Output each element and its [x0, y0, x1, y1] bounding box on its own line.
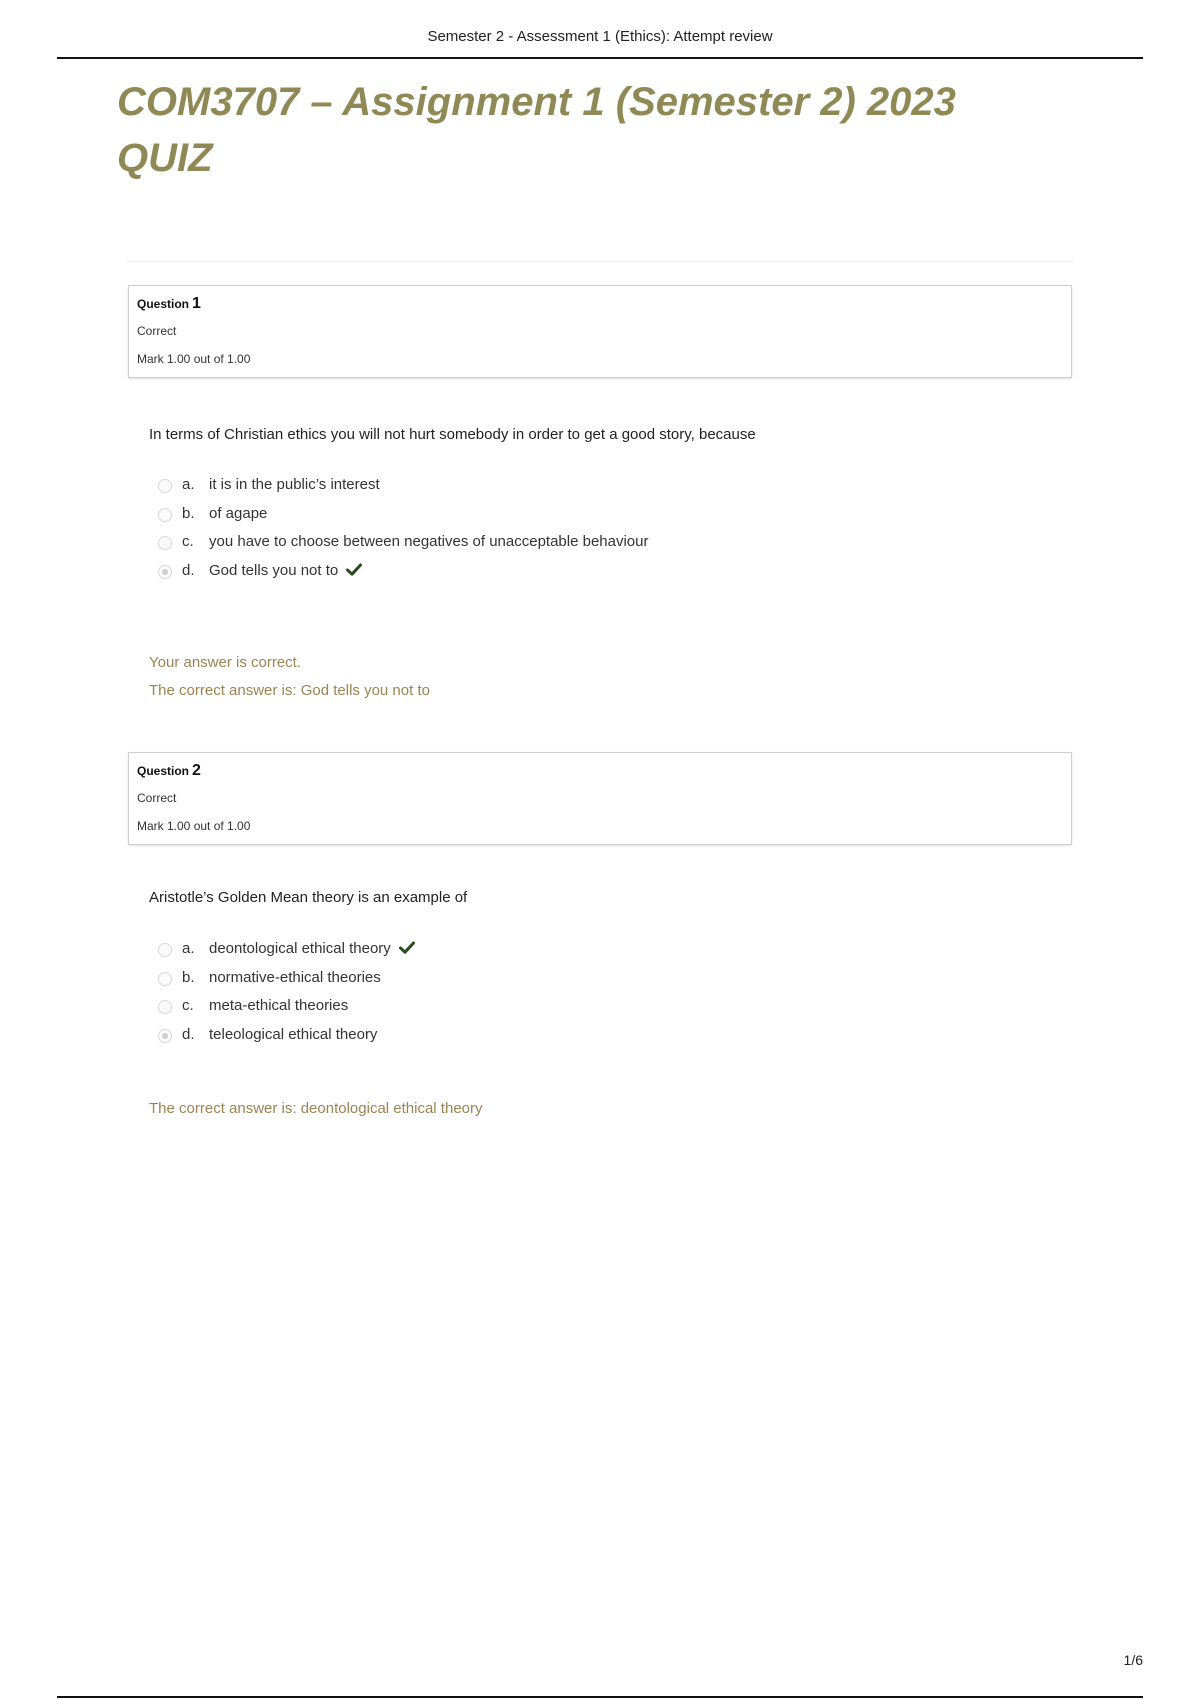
question-2-mark: Mark 1.00 out of 1.00 — [137, 819, 251, 833]
page-header — [57, 0, 1143, 59]
question-2-radio-a[interactable] — [158, 943, 172, 957]
question-1-feedback-correct-answer: The correct answer is: God tells you not to — [149, 682, 430, 699]
answer-text-with-check — [209, 940, 415, 957]
question-1-radio-a[interactable] — [158, 479, 172, 493]
answer-letter: d. — [182, 561, 195, 579]
document-title — [117, 74, 1017, 186]
answer-letter: b. — [182, 504, 195, 522]
page-number: 1/6 — [1123, 1652, 1143, 1668]
question-1-feedback-result: Your answer is correct. — [149, 654, 302, 671]
answer-letter: c. — [182, 533, 194, 550]
checkmark-icon — [346, 563, 362, 576]
page-header-title: Semester 2 - Assessment 1 (Ethics): Attempt review — [427, 28, 773, 45]
question-1-number: 1 — [192, 295, 201, 312]
answer-letter: a. — [182, 940, 195, 957]
document-title-line-1: COM3707 – Assignment 1 (Semester 2) 2023 — [117, 80, 956, 124]
question-2-text: Aristotle’s Golden Mean theory is an example of — [149, 889, 468, 906]
answer-text: teleological ethical theory — [209, 1025, 378, 1043]
question-2-label-text: Question — [137, 764, 190, 778]
answer-text: it is in the public’s interest — [209, 476, 380, 493]
question-1-state: Correct — [137, 324, 177, 338]
question-2-radio-b[interactable] — [158, 972, 172, 986]
answer-text: of agape — [209, 504, 268, 522]
answer-text: normative-ethical theories — [209, 968, 381, 986]
question-1-info-box — [128, 285, 1072, 378]
answer-text: God tells you not to — [209, 561, 339, 579]
question-2-info-box — [128, 752, 1072, 845]
question-2-number: 2 — [192, 762, 201, 779]
answer-text-with-check — [209, 562, 362, 579]
answer-text: deontological ethical theory — [209, 940, 391, 957]
question-1-mark: Mark 1.00 out of 1.00 — [137, 352, 251, 366]
answer-letter: b. — [182, 968, 195, 986]
question-1-radio-b[interactable] — [158, 508, 172, 522]
question-2-state: Correct — [137, 791, 177, 805]
question-2-radio-c[interactable] — [158, 1000, 172, 1014]
answer-text: meta-ethical theories — [209, 997, 349, 1014]
question-1-text: In terms of Christian ethics you will not hurt somebody in order to get a good story, because — [149, 426, 756, 443]
question-2-feedback-correct-answer: The correct answer is: deontological ethical theory — [149, 1100, 483, 1117]
answer-letter: d. — [182, 1025, 195, 1043]
document-title-line-2: QUIZ — [117, 136, 213, 180]
answer-text: you have to choose between negatives of unacceptable behaviour — [209, 533, 649, 550]
footer-rule — [57, 1696, 1143, 1698]
question-1-label-text: Question — [137, 297, 190, 311]
checkmark-icon — [399, 941, 415, 954]
question-2-label — [137, 762, 201, 780]
answer-letter: a. — [182, 476, 195, 493]
question-1-label — [137, 295, 201, 313]
question-1-radio-c[interactable] — [158, 536, 172, 550]
answer-letter: c. — [182, 997, 194, 1014]
question-2-radio-d[interactable] — [158, 1029, 172, 1043]
question-1-radio-d[interactable] — [158, 565, 172, 579]
section-divider — [127, 261, 1073, 262]
